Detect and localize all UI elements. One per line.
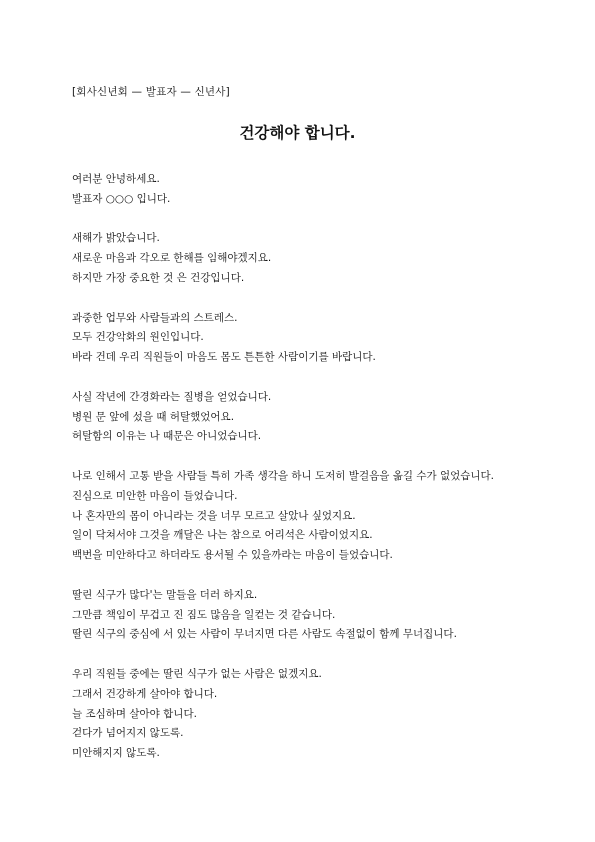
body-line: 하지만 가장 중요한 것 은 건강입니다. <box>72 271 245 284</box>
body-line-wrapped: 나로 인해서 고통 받을 사람들 특히 가족 생각을 하니 도저히 발걸음을 옮길 수가 없었습니다. <box>72 469 495 482</box>
paragraph-gap <box>72 566 532 586</box>
body-line: 그만큼 책임이 무겁고 진 짐도 많음을 일컫는 것 같습니다. <box>72 608 336 621</box>
document-body <box>72 170 532 764</box>
paragraph-gap <box>72 447 532 467</box>
body-line: 미안해지지 않도록. <box>72 747 160 760</box>
body-line: 진심으로 미안한 마음이 들었습니다. <box>72 489 238 502</box>
body-line: 걷다가 넘어지지 않도록. <box>72 727 184 740</box>
body-line: 발표자 ○○○ 입니다. <box>72 192 171 205</box>
body-line: 사실 작년에 간경화라는 질병을 얻었습니다. <box>72 390 272 403</box>
paragraph-gap <box>72 210 532 230</box>
body-line: 병원 문 앞에 섰을 때 허탈했었어요. <box>72 410 235 423</box>
body-line: 과중한 업무와 사람들과의 스트레스. <box>72 311 238 324</box>
body-line: 모두 건강악화의 원인입니다. <box>72 331 204 344</box>
body-line: 허탈함의 이유는 나 때문은 아니었습니다. <box>72 430 262 443</box>
paragraph-gap <box>72 289 532 309</box>
body-line: 늘 조심하며 살아야 합니다. <box>72 707 197 720</box>
body-line: 그래서 건강하게 살아야 합니다. <box>72 687 218 700</box>
body-line: 딸린 식구의 중심에 서 있는 사람이 무너지면 다른 사람도 속절없이 함께 무너집니다. <box>72 628 457 641</box>
body-line: 새로운 마음과 각오로 한해를 임해야겠지요. <box>72 252 272 265</box>
document-title: 건강해야 합니다. <box>239 124 356 142</box>
document-header: [회사신년회 — 발표자 — 신년사] <box>72 86 230 98</box>
paragraph-gap <box>72 368 532 388</box>
body-line: 딸린 식구가 많다'는 말들을 더러 하지요. <box>72 588 258 601</box>
body-line: 바라 건데 우리 직원들이 마음도 몸도 튼튼한 사람이기를 바랍니다. <box>72 351 376 364</box>
body-line: 우리 직원들 중에는 딸린 식구가 없는 사람은 없겠지요. <box>72 667 322 680</box>
body-line: 백번을 미안하다고 하더라도 용서될 수 있을까라는 마음이 들었습니다. <box>72 549 393 562</box>
paragraph-gap <box>72 645 532 665</box>
body-line: 나 혼자만의 몸이 아니라는 것을 너무 모르고 살았나 싶었지요. <box>72 509 356 522</box>
body-line: 새해가 밝았습니다. <box>72 232 160 245</box>
body-line: 일이 닥쳐서야 그것을 깨달은 나는 참으로 어리석은 사람이었지요. <box>72 529 373 542</box>
body-line: 여러분 안녕하세요. <box>72 173 160 185</box>
